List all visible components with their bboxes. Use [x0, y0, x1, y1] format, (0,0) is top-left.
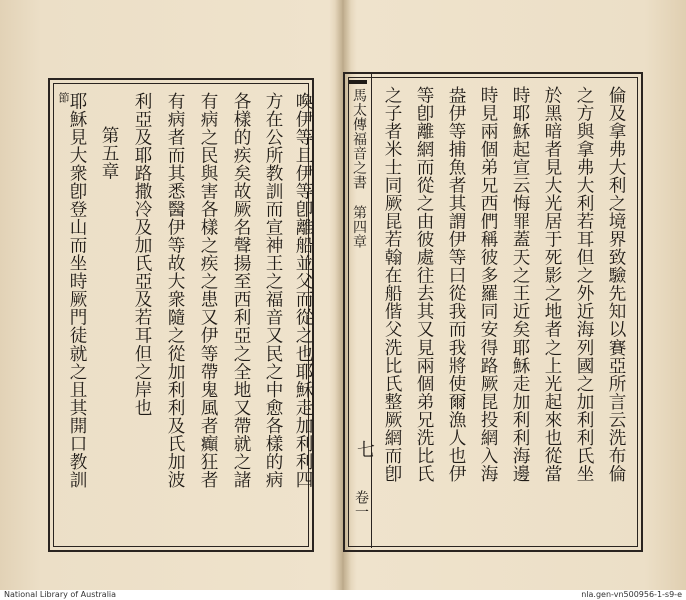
- text-column: 有病之民與害各樣之疾之患又伊等帶鬼風者癲狂者: [198, 92, 218, 489]
- footer-identifier: nla.gen-vn500956-1-s9-e: [581, 590, 682, 599]
- left-page: [0, 0, 343, 590]
- banxin-page-number: 七: [354, 440, 375, 459]
- text-column: 倫及拿弗大利之境界致驗先知以賽亞所言云洗布倫: [606, 86, 626, 483]
- text-column: 之方與拿弗大利若耳但之外近海列國之加利利氏坐: [574, 86, 594, 483]
- text-column: 於黑暗者見大光居于死影之地者之上光起來也從當: [542, 86, 562, 483]
- text-column: 之子者米士同厥昆若翰在船偕父洗比氏整厥網而卽: [382, 86, 402, 483]
- banxin-title: 馬太傳福音之書: [351, 88, 367, 190]
- text-column: 方在公所教訓而宣神王之福音又民之中愈各樣的病: [263, 92, 283, 489]
- banxin-chapter: 第四章: [351, 205, 367, 249]
- text-column: 各樣的疾矣故厥名聲揚至西利亞之全地又帶就之諸: [231, 92, 251, 489]
- library-footer: [0, 590, 686, 600]
- text-column: 有病者而其悉醫伊等故大衆隨之從加利利及氏加波: [165, 92, 185, 489]
- text-column: 等卽離網而從之由彼處往去其又見兩個弟兄洗比氏: [414, 86, 434, 483]
- right-page: [343, 0, 686, 590]
- text-column: 喚伊等且伊等卽離船並父而從之也耶穌走加利利四: [293, 92, 313, 489]
- text-column: 利亞及耶路撒冷及加氏亞及若耳但之岸也: [132, 92, 152, 417]
- text-column: 時耶穌起宣云悔罪蓋天之王近矣耶穌走加利利海邊: [510, 86, 530, 483]
- text-column: 時見兩個弟兄西們稱彼多羅同安得路厥昆投網入海: [478, 86, 498, 483]
- text-column: 盎伊等捕魚者其謂伊等曰從我而我將使爾漁人也伊: [446, 86, 466, 483]
- text-column: 耶穌見大衆卽登山而坐時厥門徒就之且其開口教訓: [67, 92, 87, 489]
- footer-credit: National Library of Australia: [4, 590, 117, 599]
- banxin-rule: [371, 74, 372, 548]
- banxin-volume: 卷一: [353, 490, 369, 519]
- chapter-heading: 第五章: [99, 126, 119, 181]
- verse-marker: 節: [57, 92, 70, 103]
- fishtail-mark: [349, 80, 367, 84]
